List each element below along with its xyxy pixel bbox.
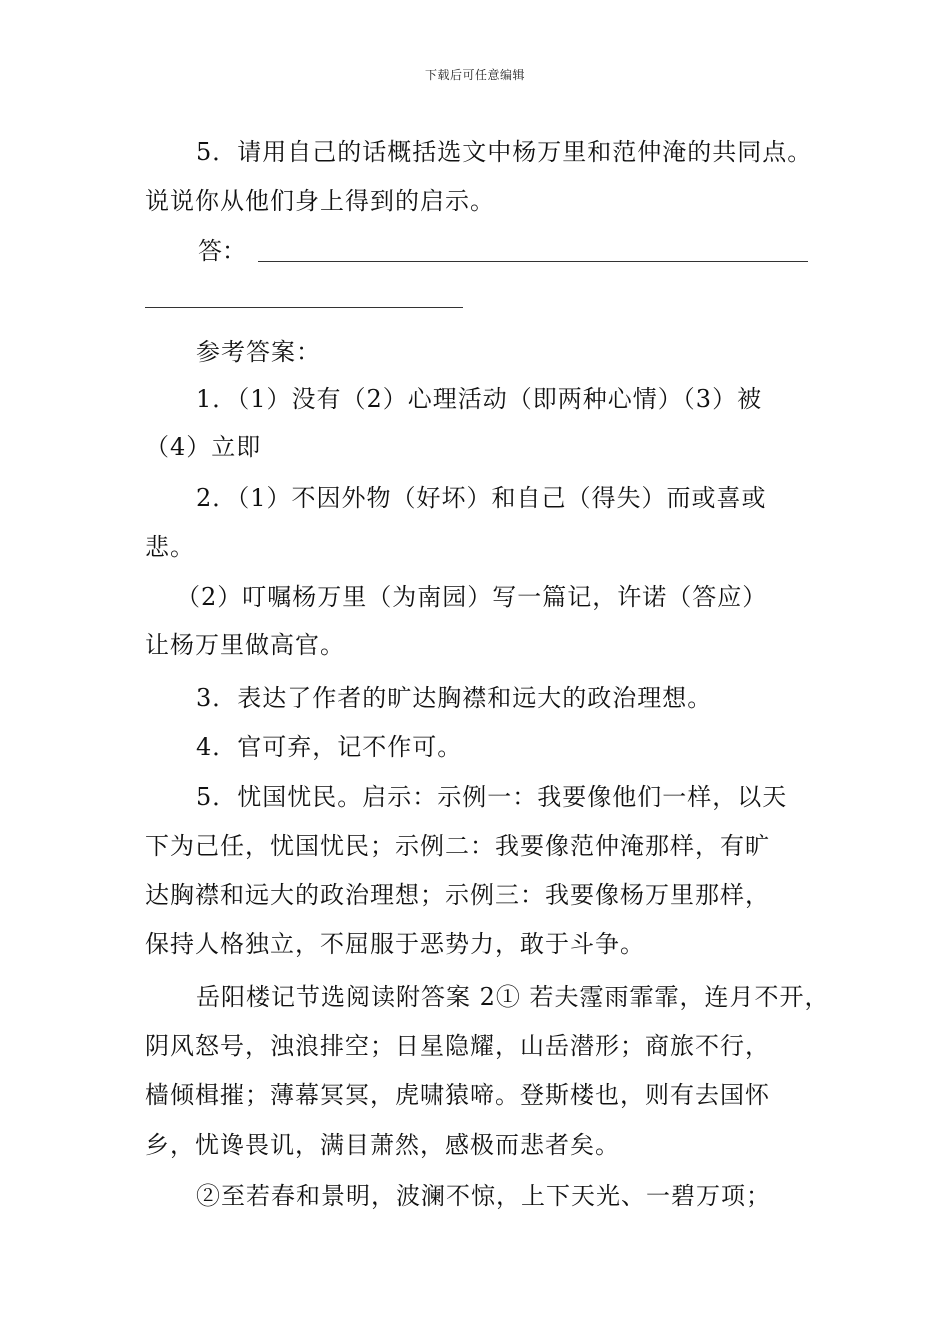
question-5-line-1: 5．请用自己的话概括选文中杨万里和范仲淹的共同点。 bbox=[196, 138, 813, 166]
answer-5-line-4: 保持人格独立，不屈服于恶势力，敢于斗争。 bbox=[145, 930, 645, 958]
answer-1-line-2: （4）立即 bbox=[145, 433, 262, 461]
answer-blank-line-2[interactable] bbox=[145, 307, 463, 308]
passage-paragraph-1-line-2: 阴风怒号，浊浪排空；日星隐耀，山岳潜形；商旅不行， bbox=[145, 1032, 770, 1060]
passage-paragraph-1-line-4: 乡，忧谗畏讥，满目萧然，感极而悲者矣。 bbox=[145, 1131, 620, 1159]
answer-3: 3．表达了作者的旷达胸襟和远大的政治理想。 bbox=[196, 684, 713, 712]
passage-paragraph-1-line-1: 岳阳楼记节选阅读附答案 2① 若夫霪雨霏霏，连月不开， bbox=[196, 983, 830, 1011]
reference-answers-title: 参考答案： bbox=[196, 338, 321, 366]
answer-5-line-1: 5．忧国忧民。启示：示例一：我要像他们一样，以天 bbox=[196, 783, 788, 811]
passage-paragraph-1-line-3: 樯倾楫摧；薄幕冥冥，虎啸猿啼。登斯楼也，则有去国怀 bbox=[145, 1081, 770, 1109]
answer-2-line-3: （2）叮嘱杨万里（为南园）写一篇记，许诺（答应） bbox=[176, 583, 768, 611]
passage-paragraph-2-line-1: ②至若春和景明，波澜不惊，上下天光、一碧万项； bbox=[196, 1182, 771, 1210]
answer-label: 答： bbox=[198, 237, 246, 265]
answer-2-line-2: 悲。 bbox=[145, 533, 195, 561]
page-header-note: 下载后可任意编辑 bbox=[424, 68, 525, 82]
answer-5-line-2: 下为己任，忧国忧民；示例二：我要像范仲淹那样，有旷 bbox=[145, 832, 770, 860]
answer-4: 4．官可弃，记不作可。 bbox=[196, 733, 463, 761]
answer-1-line-1: 1．（1）没有（2）心理活动（即两种心情）（3）被 bbox=[196, 385, 763, 413]
question-5-line-2: 说说你从他们身上得到的启示。 bbox=[145, 187, 495, 215]
answer-2-line-4: 让杨万里做高官。 bbox=[145, 631, 345, 659]
answer-blank-line-1[interactable] bbox=[258, 261, 808, 262]
answer-2-line-1: 2．（1）不因外物（好坏）和自己（得失）而或喜或 bbox=[196, 484, 767, 512]
answer-5-line-3: 达胸襟和远大的政治理想；示例三：我要像杨万里那样， bbox=[145, 881, 770, 909]
